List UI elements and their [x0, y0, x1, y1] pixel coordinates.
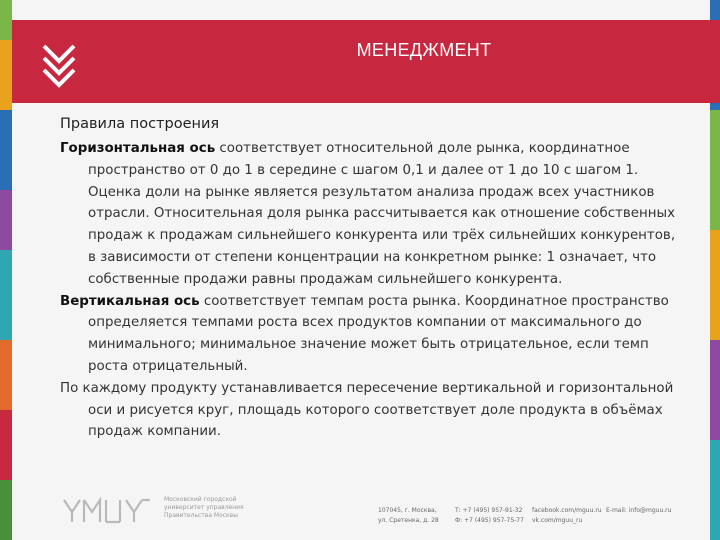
- stripe: [0, 410, 12, 480]
- paragraph-vertical-axis: [60, 291, 680, 378]
- stripe: [0, 110, 12, 190]
- term-vertical-axis: Вертикальная ось: [60, 293, 200, 309]
- page-title: МЕНЕДЖМЕНТ: [356, 40, 492, 60]
- paragraph-circle: [60, 378, 680, 443]
- stripe: [710, 110, 720, 230]
- footer-address-line: ул. Сретенка, д. 28: [378, 517, 439, 524]
- slide-footer: [12, 490, 710, 540]
- footer-org-line: университет управления: [164, 504, 244, 511]
- paragraph-text: соответствует относительной доле рынка, координатное пространство от 0 до 1 в середине с шагом 0,1 и далее от 1 до 10 с шагом 1. Оценка доли на рынке является результатом анализа продаж всех участников отрасли. Относительная доля рынка рассчитывается как отношение собственных продаж к продажам сильнейшего конкурента или трёх сильнейших конкурентов, в зависимости от степени концентрации на конкретном рынке: 1 означает, что собственные продажи равны продажам сильнейшего конкурента.: [88, 141, 676, 287]
- term-horizontal-axis: Горизонтальная ось: [60, 141, 216, 156]
- footer-phone-line: Т: +7 (495) 957-91-32: [455, 507, 523, 514]
- footer-email: [606, 506, 671, 516]
- footer-organization: [164, 496, 264, 520]
- footer-phone-line: Ф: +7 (495) 957-75-77: [455, 517, 524, 524]
- slide-header: [12, 20, 720, 103]
- paragraph-text: По каждому продукту устанавливается пересечение вертикальной и горизонтальной оси и рисуется круг, площадь которого соответствует доле продукта в объёмах продаж компании.: [60, 380, 674, 440]
- footer-address: [378, 506, 439, 526]
- stripe: [0, 250, 12, 340]
- section-heading: Правила построения: [60, 116, 220, 132]
- stripe: [710, 340, 720, 440]
- footer-org-line: Московский городской: [164, 496, 237, 503]
- left-decorative-stripes: [0, 0, 12, 540]
- stripe: [0, 190, 12, 250]
- footer-email-link[interactable]: E-mail: info@mguu.ru: [606, 507, 672, 514]
- footer-address-line: 107045, г. Москва,: [378, 507, 437, 514]
- footer-phones: [455, 506, 524, 526]
- double-chevron-down-icon: [40, 42, 78, 90]
- stripe: [0, 40, 12, 110]
- stripe: [0, 340, 12, 410]
- paragraph-text: соответствует темпам роста рынка. Координатное пространство определяется темпами роста всех продуктов компании от максимального до минимального; минимальное значение может быть отрицательное, если темп роста отрицательный.: [88, 293, 669, 374]
- stripe: [0, 0, 12, 40]
- stripe: [710, 440, 720, 540]
- paragraph-horizontal-axis: [60, 138, 680, 291]
- slide-content: [60, 116, 680, 443]
- stripe: [0, 480, 12, 540]
- footer-social-link[interactable]: facebook.com/mguu.ru: [532, 507, 602, 514]
- footer-social-link[interactable]: vk.com/mguu_ru: [532, 517, 583, 524]
- stripe: [710, 230, 720, 340]
- footer-org-line: Правительства Москвы: [164, 512, 238, 519]
- footer-social: [532, 506, 602, 526]
- university-logo-icon: [62, 496, 152, 524]
